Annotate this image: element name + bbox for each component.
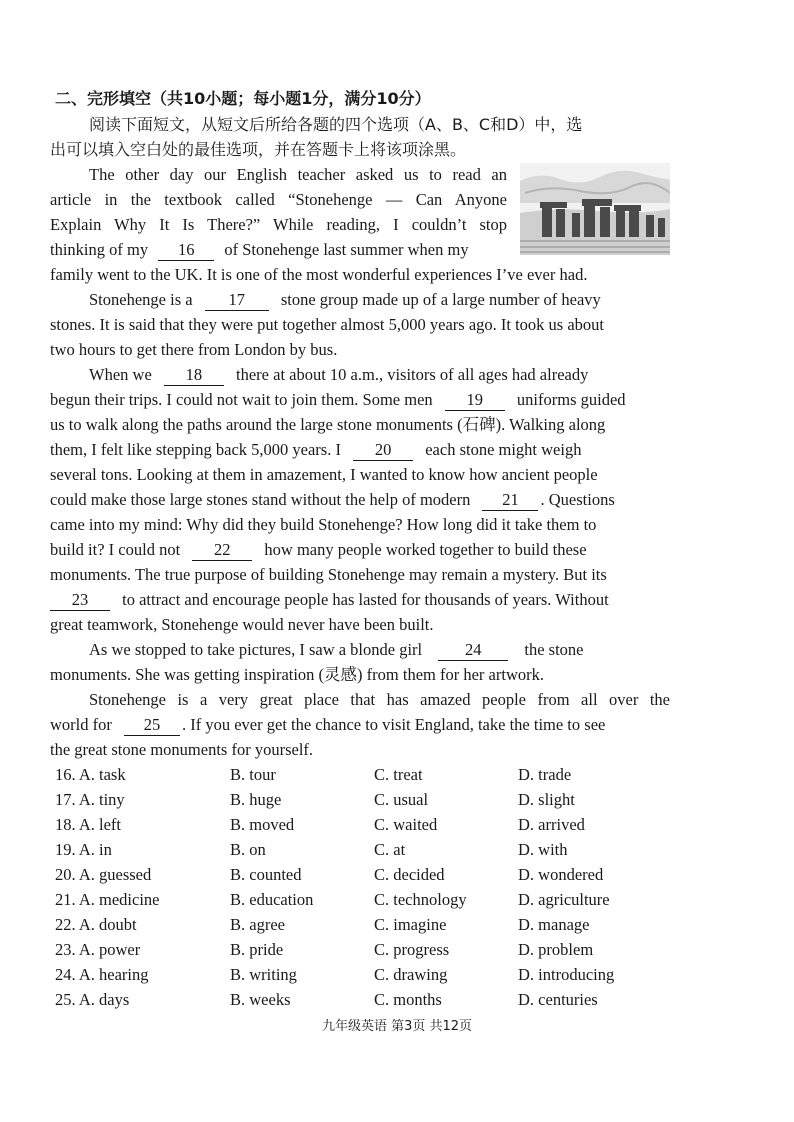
option-a: 17. A. tiny bbox=[55, 790, 125, 809]
passage-line: thinking of my 16 of Stonehenge last summer when my bbox=[50, 240, 469, 259]
passage-line: world for 25 . If you ever get the chance to visit England, take the time to see bbox=[50, 715, 606, 734]
option-b: B. tour bbox=[230, 765, 276, 784]
option-d: D. introducing bbox=[518, 965, 615, 984]
instruction-line-1: 阅读下面短文，从短文后所给各题的四个选项（A、B、C和D）中，选 bbox=[89, 115, 583, 134]
passage-line: The other day our English teacher asked us to read an bbox=[89, 165, 507, 184]
passage-line: two hours to get there from London by bus. bbox=[50, 340, 338, 359]
option-c: C. imagine bbox=[374, 915, 447, 934]
option-a: 24. A. hearing bbox=[55, 965, 149, 984]
passage-line: monuments. She was getting inspiration (灵感) from them for her artwork. bbox=[50, 665, 544, 684]
option-a: 23. A. power bbox=[55, 940, 141, 959]
option-d: D. wondered bbox=[518, 865, 604, 884]
blank-25: 25 bbox=[124, 715, 180, 736]
option-b: B. pride bbox=[230, 940, 284, 959]
option-a: 21. A. medicine bbox=[55, 890, 160, 909]
passage-line: the great stone monuments for yourself. bbox=[50, 740, 314, 759]
blank-17: 17 bbox=[205, 290, 269, 311]
blank-16: 16 bbox=[158, 240, 214, 261]
passage-line: Explain Why It Is There?” While reading, I couldn’t stop bbox=[50, 215, 507, 234]
passage-line: As we stopped to take pictures, I saw a blonde girl 24 the stone bbox=[89, 640, 584, 659]
section-heading: 二、完形填空（共10小题；每小题1分，满分10分） bbox=[55, 89, 431, 108]
option-d: D. trade bbox=[518, 765, 572, 784]
option-b: B. weeks bbox=[230, 990, 291, 1009]
option-a: 20. A. guessed bbox=[55, 865, 152, 884]
passage-line: build it? I could not 22 how many people worked together to build these bbox=[50, 540, 587, 559]
option-a: 19. A. in bbox=[55, 840, 112, 859]
option-d: D. problem bbox=[518, 940, 594, 959]
option-d: D. slight bbox=[518, 790, 575, 809]
option-d: D. agriculture bbox=[518, 890, 610, 909]
blank-19: 19 bbox=[445, 390, 505, 411]
option-b: B. agree bbox=[230, 915, 285, 934]
passage-line: Stonehenge is a 17 stone group made up of a large number of heavy bbox=[89, 290, 601, 309]
option-a: 16. A. task bbox=[55, 765, 126, 784]
passage-line: them, I felt like stepping back 5,000 years. I 20 each stone might weigh bbox=[50, 440, 582, 459]
blank-20: 20 bbox=[353, 440, 413, 461]
option-d: D. manage bbox=[518, 915, 590, 934]
passage-line: monuments. The true purpose of building Stonehenge may remain a mystery. But its bbox=[50, 565, 607, 584]
option-b: B. huge bbox=[230, 790, 282, 809]
blank-24: 24 bbox=[438, 640, 508, 661]
option-a: 22. A. doubt bbox=[55, 915, 137, 934]
passage-line: could make those large stones stand without the help of modern 21 . Questions bbox=[50, 490, 615, 509]
passage-line: great teamwork, Stonehenge would never have been built. bbox=[50, 615, 434, 634]
option-c: C. usual bbox=[374, 790, 429, 809]
passage-line: family went to the UK. It is one of the most wonderful experiences I’ve ever had. bbox=[50, 265, 588, 284]
blank-23: 23 bbox=[50, 590, 110, 611]
option-a: 25. A. days bbox=[55, 990, 130, 1009]
option-c: C. drawing bbox=[374, 965, 448, 984]
blank-22: 22 bbox=[192, 540, 252, 561]
option-c: C. treat bbox=[374, 765, 423, 784]
passage-line: article in the textbook called “Stonehenge — Can Anyone bbox=[50, 190, 507, 209]
option-c: C. waited bbox=[374, 815, 438, 834]
option-b: B. writing bbox=[230, 965, 297, 984]
option-b: B. on bbox=[230, 840, 266, 859]
option-c: C. at bbox=[374, 840, 406, 859]
passage-line: came into my mind: Why did they build Stonehenge? How long did it take them to bbox=[50, 515, 597, 534]
option-d: D. with bbox=[518, 840, 568, 859]
option-b: B. moved bbox=[230, 815, 295, 834]
passage-line: Stonehenge is a very great place that has amazed people from all over the bbox=[89, 690, 670, 709]
passage-line: begun their trips. I could not wait to join them. Some men 19 uniforms guided bbox=[50, 390, 626, 409]
blank-18: 18 bbox=[164, 365, 224, 386]
passage-line: When we 18 there at about 10 a.m., visitors of all ages had already bbox=[89, 365, 589, 384]
instruction-line-2: 出可以填入空白处的最佳选项，并在答题卡上将该项涂黑。 bbox=[50, 140, 467, 159]
option-d: D. centuries bbox=[518, 990, 598, 1009]
passage-line: stones. It is said that they were put together almost 5,000 years ago. It took us about bbox=[50, 315, 605, 334]
option-b: B. education bbox=[230, 890, 314, 909]
option-c: C. months bbox=[374, 990, 442, 1009]
page-footer: 九年级英语 第3页 共12页 bbox=[321, 1019, 473, 1034]
passage-line: us to walk along the paths around the large stone monuments (石碑). Walking along bbox=[50, 415, 606, 434]
passage-line: several tons. Looking at them in amazement, I wanted to know how ancient people bbox=[50, 465, 598, 484]
option-c: C. progress bbox=[374, 940, 450, 959]
option-d: D. arrived bbox=[518, 815, 585, 834]
passage-line: 23 to attract and encourage people has lasted for thousands of years. Without bbox=[50, 587, 609, 612]
option-c: C. technology bbox=[374, 890, 467, 909]
option-a: 18. A. left bbox=[55, 815, 121, 834]
option-b: B. counted bbox=[230, 865, 302, 884]
blank-21: 21 bbox=[482, 490, 538, 511]
stonehenge-photo bbox=[520, 163, 670, 255]
option-c: C. decided bbox=[374, 865, 445, 884]
